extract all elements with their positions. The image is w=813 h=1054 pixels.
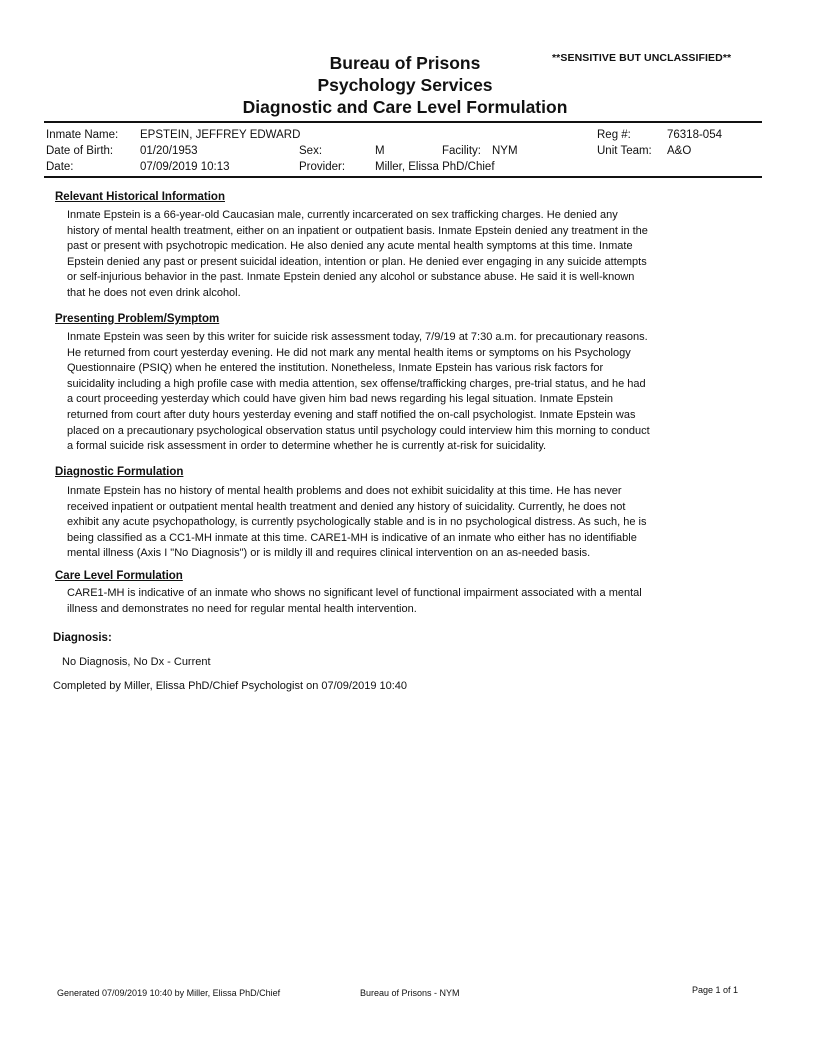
paragraph-line: or self-injurious behavior in the past. Inmate Epstein denied any alcohol or substance abuse. He said it is well-known: [67, 271, 635, 284]
paragraph-line: a court proceeding yesterday which could have given him bad news regarding his legal situation. Inmate Epstein: [67, 393, 614, 406]
reg-label: Reg #:: [597, 129, 631, 141]
unit-team-label: Unit Team:: [597, 145, 652, 157]
dob-label: Date of Birth:: [46, 145, 114, 157]
date-label: Date:: [46, 161, 74, 173]
sex-value: M: [375, 145, 385, 157]
paragraph-line: Questionnaire (PSIQ) when he entered the institution. Nonetheless, Inmate Epstein has various risk factors for: [67, 362, 604, 375]
footer-bureau: Bureau of Prisons - NYM: [360, 988, 460, 998]
paragraph-line: Inmate Epstein has no history of mental health problems and does not exhibit suicidality at this time. He has never: [67, 485, 622, 497]
paragraph-line: past or present with psychotropic medication. He also denied any acute mental health symptoms at this time. Inmate: [67, 240, 633, 253]
paragraph-line: received inpatient or outpatient mental health treatment and denied any history of suicidality. Currently, he does not: [67, 500, 626, 513]
diagnostic-paragraph: [67, 484, 737, 562]
footer-page: Page 1 of 1: [692, 985, 739, 995]
classification-label: **SENSITIVE BUT UNCLASSIFIED**: [552, 52, 732, 64]
document-title: [240, 52, 570, 118]
title-line-3: Diagnostic and Care Level Formulation: [242, 97, 568, 117]
reg-value: 76318-054: [667, 129, 722, 141]
paragraph-line: placed on a precautionary psychological observation status until psychology could interview him this morning to conduct: [67, 424, 650, 437]
paragraph-line: history of mental health treatment, either on an inpatient or outpatient basis. Inmate Epstein denied any treatment in the: [67, 224, 648, 237]
sex-label: Sex:: [299, 145, 323, 157]
paragraph-line: Inmate Epstein is a 66-year-old Caucasian male, currently incarcerated on sex trafficking charges. He denied any: [67, 209, 618, 221]
inmate-name: EPSTEIN, JEFFREY EDWARD: [140, 129, 301, 141]
header-rule-bottom: [44, 176, 762, 178]
paragraph-line: a formal suicide risk assessment in order to determine whether he is currently at-risk for suicidality.: [67, 440, 547, 453]
title-line-1: Bureau of Prisons: [329, 53, 481, 73]
provider-value: Miller, Elissa PhD/Chief: [375, 161, 495, 173]
provider-label: Provider:: [299, 161, 346, 173]
presenting-heading: Presenting Problem/Symptom: [55, 313, 220, 325]
historical-heading: Relevant Historical Information: [55, 191, 225, 203]
completed-by: Completed by Miller, Elissa PhD/Chief Psychologist on 07/09/2019 10:40: [53, 680, 408, 692]
care-level-paragraph: [67, 586, 737, 617]
inmate-name-label: Inmate Name:: [46, 129, 119, 141]
paragraph-line: Epstein denied any past or present suicidal ideation, intention or plan. He denied ever engaging in any suicide attempts: [67, 255, 647, 268]
paragraph-line: exhibit any acute psychopathology, is currently psychologically stable and is in no psychological distress. As such, he is: [67, 516, 647, 529]
presenting-paragraph: [67, 330, 737, 455]
unit-team-value: A&O: [667, 145, 692, 157]
diagnostic-heading: Diagnostic Formulation: [55, 466, 184, 478]
diagnosis-heading: Diagnosis:: [53, 632, 112, 644]
facility-label: Facility:: [442, 145, 481, 157]
diagnosis-value: No Diagnosis, No Dx - Current: [62, 656, 211, 668]
paragraph-line: He returned from court yesterday evening. He did not mark any mental health items or symptoms on his Psychology: [67, 346, 631, 359]
paragraph-line: illness and demonstrates no need for regular mental health intervention.: [67, 602, 417, 615]
header-rule-top: [44, 121, 762, 123]
paragraph-line: mental illness (Axis I "No Diagnosis") or is mildly ill and requires clinical intervention on an as-needed basis.: [67, 547, 591, 560]
paragraph-line: returned from court after duty hours yesterday evening and staff notified the on-call psychologist. Inmate Epstein was: [67, 408, 636, 421]
paragraph-line: suicidality including a high profile case with media attention, sex offense/trafficking charges, pre-trial status, and he had: [67, 377, 646, 390]
footer-generated: Generated 07/09/2019 10:40 by Miller, Elissa PhD/Chief: [57, 988, 281, 998]
historical-paragraph: [67, 208, 737, 302]
title-line-2: Psychology Services: [317, 75, 493, 95]
paragraph-line: Inmate Epstein was seen by this writer for suicide risk assessment today, 7/9/19 at 7:30 a.m. for precautionary reasons.: [67, 331, 648, 343]
paragraph-line: being classified as a CC1-MH inmate at this time. CARE1-MH is indicative of an inmate who either has no identifiable: [67, 531, 637, 544]
care-level-heading: Care Level Formulation: [55, 570, 183, 582]
paragraph-line: that he does not even drink alcohol.: [67, 286, 241, 299]
dob-value: 01/20/1953: [140, 145, 198, 157]
paragraph-line: CARE1-MH is indicative of an inmate who shows no significant level of functional impairment associated with a mental: [67, 587, 642, 599]
date-value: 07/09/2019 10:13: [140, 161, 230, 173]
facility-value: NYM: [492, 145, 518, 157]
